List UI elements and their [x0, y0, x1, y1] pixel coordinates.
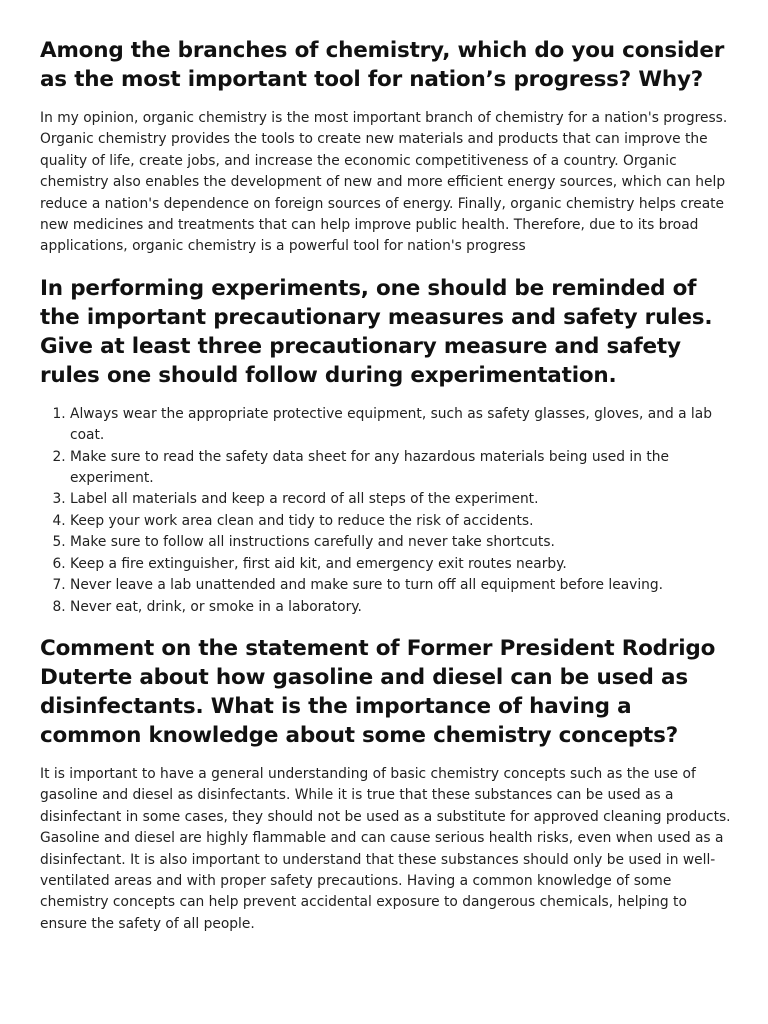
- question-2-heading: In performing experiments, one should be reminded of the important precautionary measures and safety rules. Give at least three precautionary measure and safety rules one should follow during experimentation.: [40, 275, 713, 388]
- list-item: 1. Always wear the appropriate protective equipment, such as safety glasses, gloves, and a lab coat.: [70, 404, 732, 447]
- list-item: 6. Keep a fire extinguisher, first aid kit, and emergency exit routes nearby.: [70, 554, 732, 575]
- list-item: 4. Keep your work area clean and tidy to reduce the risk of accidents.: [70, 511, 732, 532]
- question-1-heading: Among the branches of chemistry, which do you consider as the most important tool for nation’s progress? Why?: [40, 38, 725, 92]
- list-item: 2. Make sure to read the safety data sheet for any hazardous materials being used in the experiment.: [70, 447, 732, 490]
- question-3-heading: Comment on the statement of Former President Rodrigo Duterte about how gasoline and diesel can be used as disinfectants. What is the importance of having a common knowledge about some chemistry concepts?: [40, 635, 716, 748]
- safety-rules-list: [40, 404, 732, 618]
- list-item: 5. Make sure to follow all instructions carefully and never take shortcuts.: [70, 532, 732, 553]
- list-item: 8. Never eat, drink, or smoke in a laboratory.: [70, 597, 732, 618]
- answer-1-paragraph: In my opinion, organic chemistry is the most important branch of chemistry for a nation's progress. Organic chemistry provides the tools to create new materials and products that can improve the quality of life, create jobs, and increase the economic competitiveness of a country. Organic chemistry also enables the development of new and more efficient energy sources, which can help reduce a nation's dependence on foreign sources of energy. Finally, organic chemistry helps create new medicines and treatments that can help improve public health. Therefore, due to its broad applications, organic chemistry is a powerful tool for nation's progress: [40, 110, 728, 255]
- answer-3-paragraph: It is important to have a general understanding of basic chemistry concepts such as the use of gasoline and diesel as disinfectants. While it is true that these substances can be used as a disinfectant in some cases, they should not be used as a substitute for approved cleaning products. Gasoline and diesel are highly flammable and can cause serious health risks, even when used as a disinfectant. It is also important to understand that these substances should only be used in well-ventilated areas and with proper safety precautions. Having a common knowledge of some chemistry concepts can help prevent accidental exposure to dangerous chemicals, helping to ensure the safety of all people.: [40, 765, 731, 932]
- list-item: 7. Never leave a lab unattended and make sure to turn off all equipment before leaving.: [70, 575, 732, 596]
- list-item: 3. Label all materials and keep a record of all steps of the experiment.: [70, 489, 732, 510]
